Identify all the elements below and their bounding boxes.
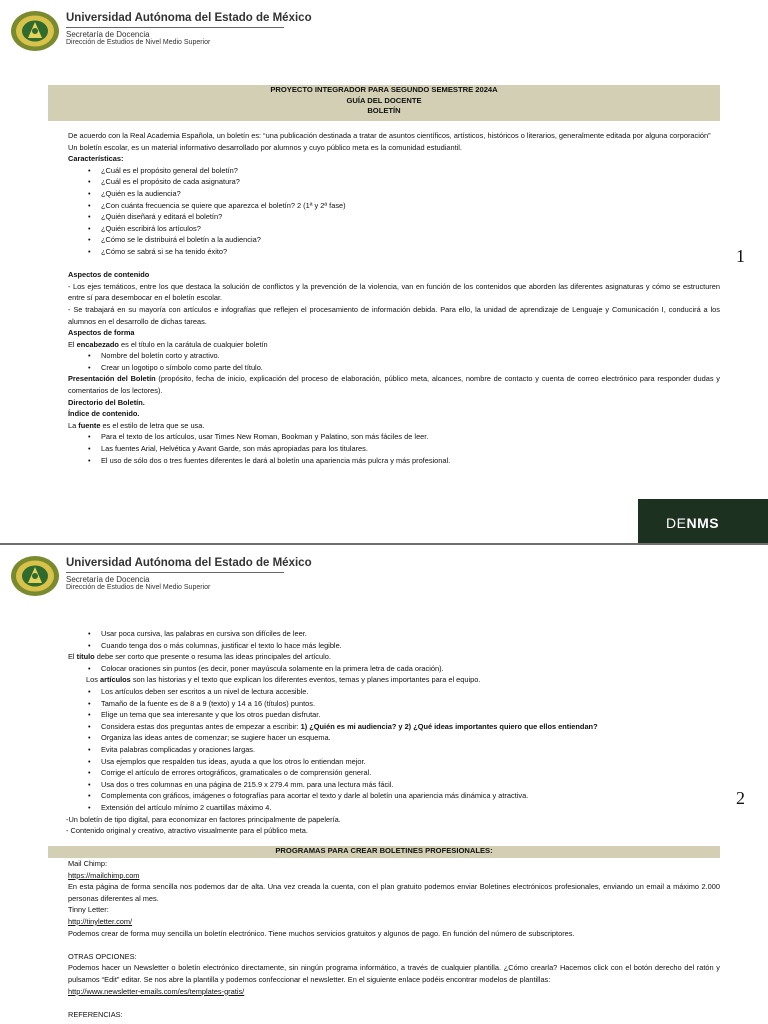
denms-logo: DENMS [638,499,768,543]
header-rule [66,572,284,573]
university-seal-icon [10,555,60,597]
caracteristicas-list [68,165,720,258]
otras-opciones-heading: OTRAS OPCIONES: [68,951,137,961]
encabezado-list [68,350,720,373]
page-number: 2 [736,788,745,808]
list-item: • ¿Quién diseñará y editará el boletín? [68,211,720,223]
list-item: • Extensión del artículo mínimo 2 cuartillas máximo 4. [68,802,720,814]
programas-banner: PROGRAMAS PARA CREAR BOLETINES PROFESIONALES: [48,846,720,858]
list-item: • Colocar oraciones sin puntos (es decir, poner mayúscula solamente en la primera letra de cada oración). [68,663,720,675]
header-direccion: Dirección de Estudios de Nivel Medio Superior [66,584,211,591]
university-seal-icon [10,10,60,52]
tinyletter-description: Podemos crear de forma muy sencilla un boletín electrónico. Tiene muchos servicios gratuitos y algunos de pago. En función del número de subscriptores. [68,928,575,938]
titulo-paragraph: El título debe ser corto que presente o resuma las ideas principales del artículo. [68,652,331,662]
articulos-paragraph: Los artículos son las historias y el texto que explican los diferentes eventos, temas y planes importantes para el equipo. [86,675,481,685]
list-item: • Usar poca cursiva, las palabras en cursiva son difíciles de leer. [68,628,720,640]
list-item: • ¿Cuál es el propósito de cada asignatura? [68,176,720,188]
list-item: • Complementa con gráficos, imágenes o fotografías para acortar el texto y darle al boletín una apariencia más dinámica y atractiva. [68,790,720,802]
indice-heading: Índice de contenido. [68,409,140,419]
mailchimp-link[interactable]: https://mailchimp.com [68,870,140,880]
referencias-heading: REFERENCIAS: [68,1009,123,1019]
tinyletter-link[interactable]: http://tinyletter.com/ [68,916,133,926]
intro-paragraph-1: De acuerdo con la Real Academia Española, un boletín es: “una publicación destinada a tratar de asuntos científicos, artísticos, históricos o literarios, generalmente editada por alguna corporación” [68,131,711,140]
list-item: • ¿Cuál es el propósito general del boletín? [68,165,720,177]
list-item: • Para el texto de los artículos, usar Times New Roman, Bookman y Palatino, son más fáciles de leer. [68,431,720,443]
list-item: • ¿Quién escribirá los artículos? [68,223,720,235]
presentacion-paragraph: Presentación del Boletín (propósito, fecha de inicio, explicación del proceso de elaboración, público meta, alcances, nombre de contacto y cuenta de correo electrónico para responder dudas y comentarios de los lectores). [68,374,720,396]
banner-line-2: GUÍA DEL DOCENTE [346,95,422,105]
list-item: • ¿Con cuánta frecuencia se quiere que aparezca el boletín? 2 (1ª y 2ª fase) [68,200,720,212]
list-item: • Las fuentes Arial, Helvética y Avant Garde, son más apropiadas para los titulares. [68,443,720,455]
header-rule [66,27,284,28]
university-name: Universidad Autónoma del Estado de México [66,12,312,24]
list-item: • El uso de sólo dos o tres fuentes diferentes le dará al boletín una apariencia más pulcra y más profesional. [68,455,720,467]
digital-paragraph: -Un boletín de tipo digital, para economizar en factores principalmente de papelería. [66,814,341,824]
caracteristicas-heading: Características: [68,154,124,164]
tinyletter-label: Tinny Letter: [68,905,109,915]
aspectos-forma-heading: Aspectos de forma [68,328,135,338]
list-item: • Considera estas dos preguntas antes de empezar a escribir: 1) ¿Quién es mi audiencia? y 2) ¿Qué ideas importantes quiero que ellos entiendan? [68,721,720,733]
aspectos-contenido-paragraph-1: - Los ejes temáticos, entre los que destaca la solución de conflictos y la prevención de la violencia, van en función de los contenidos que aborden las diferentes asignaturas y cómo se estructuren entre sí para desembocar en el boletín escolar. [68,281,720,303]
titulo-list [68,663,720,675]
templates-link[interactable]: http://www.newsletter-emails.com/es/templates-gratis/ [68,986,245,996]
encabezado-paragraph: El encabezado es el título en la carátula de cualquier boletín [68,339,268,349]
university-name: Universidad Autónoma del Estado de México [66,557,312,569]
intro-paragraph-2: Un boletín escolar, es un material informativo desarrollado por alumnos y cuyo público meta es la comunidad estudiantil. [68,142,462,152]
otras-opciones-description: Podemos hacer un Newsletter o boletín electrónico directamente, sin ningún programa informático, a través de cualquier plantilla. ¿Cómo crearla? Hacemos click con el botón derecho del ratón y pulsamos “Edit” editar. Se nos abre la plantilla y podemos confeccionar el newsletter. En el siguiente enlace podéis encontrar modelos de plantillas: [68,963,720,984]
list-item: • Usa dos o tres columnas en una página de 215.9 x 279.4 mm. para una lectura más fácil. [68,779,720,791]
list-item: • ¿Cómo se sabrá si se ha tenido éxito? [68,246,720,258]
list-item: • Nombre del boletín corto y atractivo. [68,350,720,362]
aspectos-contenido-paragraph-2: - Se trabajará en su mayoría con artículos e infografías que reflejen el procesamiento de información debida. Para ello, la unidad de aprendizaje de Lenguaje y Comunicación I, conducirá a los alumnos en el desarrollo de dichas tareas. [68,304,720,326]
top-list [68,628,720,651]
mailchimp-label: Mail Chimp: [68,859,108,868]
list-item: • Elige un tema que sea interesante y que los otros puedan disfrutar. [68,709,720,721]
list-item: • ¿Cómo se le distribuirá el boletín a la audiencia? [68,234,720,246]
banner-line-1: PROYECTO INTEGRADOR PARA SEGUNDO SEMESTRE 2024A [270,85,498,94]
list-item: • Organiza las ideas antes de comenzar; se sugiere hacer un esquema. [68,732,720,744]
directorio-heading: Directorio del Boletín. [68,397,145,407]
list-item: • Usa ejemplos que respalden tus ideas, ayuda a que los otros lo entiendan mejor. [68,756,720,768]
title-banner [48,85,720,121]
aspectos-contenido-heading: Aspectos de contenido [68,270,150,280]
list-item: • Evita palabras complicadas y oraciones largas. [68,744,720,756]
list-item: • Tamaño de la fuente es de 8 a 9 (texto) y 14 a 16 (títulos) puntos. [68,698,720,710]
original-paragraph: - Contenido original y creativo, atractivo visualmente para el público meta. [66,826,308,836]
banner-line-3: BOLETÍN [367,106,401,115]
programas-content [68,858,720,1020]
header-secretaria: Secretaría de Docencia [66,30,150,39]
header-secretaria: Secretaría de Docencia [66,575,150,584]
page-header [10,555,310,601]
page-number: 1 [736,246,745,266]
list-item: • Cuando tenga dos o más columnas, justificar el texto lo hace más legible. [68,640,720,652]
header-direccion: Dirección de Estudios de Nivel Medio Superior [66,39,211,46]
page-2-content [68,628,720,837]
list-item: • Corrige el artículo de errores ortográficos, gramaticales o de comprensión general. [68,767,720,779]
fuente-paragraph: La fuente es el estilo de letra que se usa. [68,420,205,430]
list-item: • Crear un logotipo o símbolo como parte del título. [68,362,720,374]
fuente-list [68,431,720,466]
articulos-list [68,686,720,814]
list-item: • ¿Quién es la audiencia? [68,188,720,200]
page-1-content [68,130,720,466]
mailchimp-description: En esta página de forma sencilla nos podemos dar de alta. Una vez creada la cuenta, con el plan gratuito podemos enviar Boletines electrónicos profesionales, enviando un email a máximo 2.000 personas diferentes al mes. [68,882,720,903]
document-page-2 [0,545,768,1024]
page-header [10,10,310,56]
list-item: • Los artículos deben ser escritos a un nivel de lectura accesible. [68,686,720,698]
